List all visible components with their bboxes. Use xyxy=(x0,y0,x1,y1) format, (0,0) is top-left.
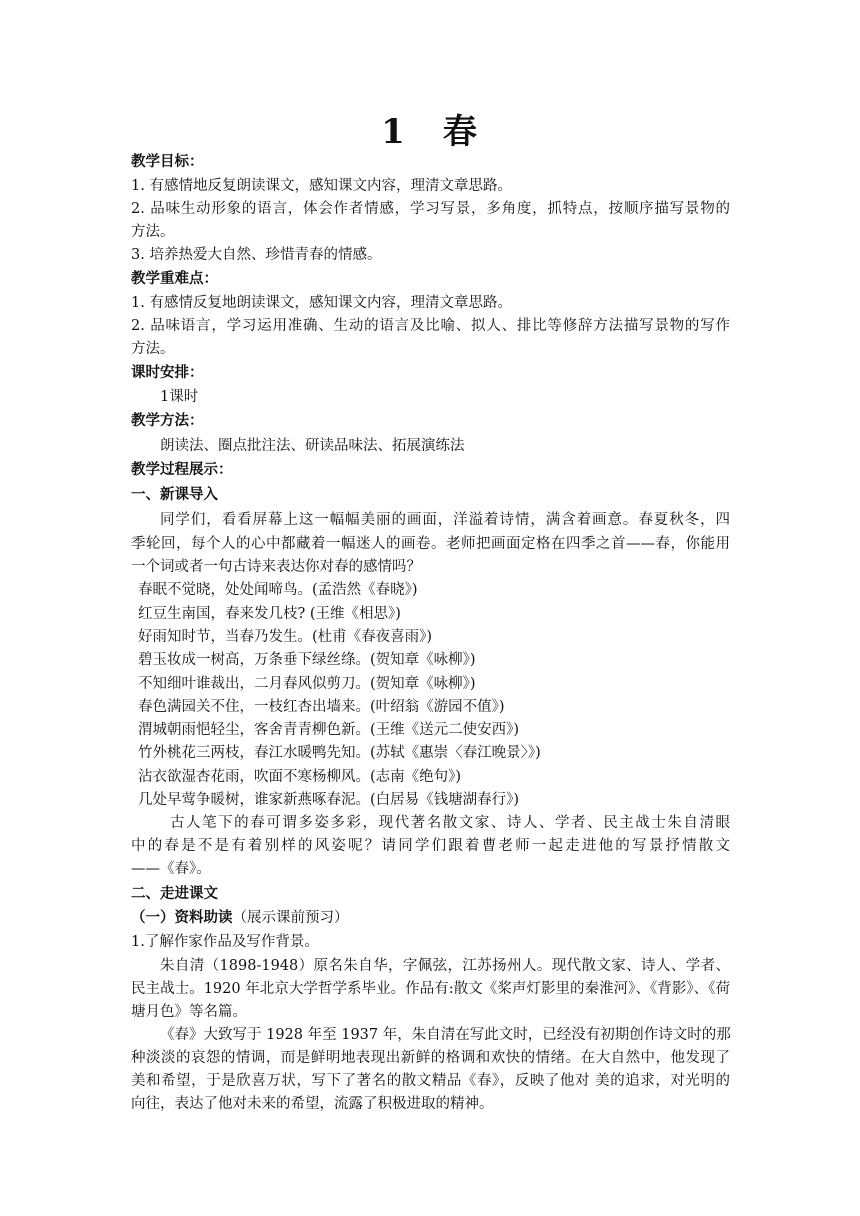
poem-line: 竹外桃花三两枝，春江水暖鸭先知。(苏轼《惠崇〈春江晚景〉》) xyxy=(138,745,541,761)
schedule-heading: 课时安排： xyxy=(131,365,204,381)
poem-line: 春眠不觉晓，处处闻啼鸟。(孟浩然《春晓》) xyxy=(138,582,418,598)
subsection1-title: （一）资料助读 xyxy=(131,910,233,926)
objective-line: 1. 有感情地反复朗读课文，感知课文内容，理清文章思路。 xyxy=(131,178,512,194)
poem-line: 沾衣欲湿杏花雨，吹面不寒杨柳风。(志南《绝句》) xyxy=(138,769,462,785)
subsection1-note: （展示课前预习） xyxy=(232,910,349,926)
background-line: 《春》大致写于 1928 年至 1937 年，朱自清在写此文时，已经没有初期创作诗文时的那 xyxy=(160,1027,731,1043)
author-line: 朱自清（1898-1948）原名朱自华，字佩弦，江苏扬州人。现代散文家、诗人、学者、 xyxy=(160,958,730,974)
intro-line: 同学们，看看屏幕上这一幅幅美丽的画面，洋溢着诗情，满含着画意。春夏秋冬，四 xyxy=(160,512,730,528)
section1-heading: 一、新课导入 xyxy=(131,487,218,503)
poem-line: 红豆生南国，春来发几枝? (王维《相思》) xyxy=(138,606,401,622)
key-point-line: 2. 品味语言，学习运用准确、生动的语言及比喻、拟人、排比等修辞方法描写景物的写作 xyxy=(131,318,730,334)
key-point-line: 1. 有感情反复地朗读课文，感知课文内容，理清文章思路。 xyxy=(131,295,512,311)
methods-heading: 教学方法： xyxy=(131,413,204,429)
objective-line: 方法。 xyxy=(131,224,175,240)
outro-line: ——《春》。 xyxy=(131,861,211,877)
author-line: 塘月色》等名篇。 xyxy=(131,1004,247,1020)
outro-line: 中的春是不是有着别样的风姿呢？请同学们跟着曹老师一起走进他的写景抒情散文 xyxy=(131,838,730,854)
intro-line: 一个词或者一句古诗来表达你对春的感情吗？ xyxy=(131,559,421,575)
poem-line: 渭城朝雨悒轻尘，客舍青青柳色新。(王维《送元二使安西》) xyxy=(138,722,520,738)
objective-line: 2. 品味生动形象的语言，体会作者情感，学习写景，多角度，抓特点，按顺序描写景物的 xyxy=(131,201,730,217)
section2-heading: 二、走进课文 xyxy=(131,886,218,902)
process-heading: 教学过程展示： xyxy=(131,462,233,478)
page-title: 1 春 xyxy=(381,112,479,152)
poem-line: 春色满园关不住，一枝红杏出墙来。(叶绍翁《游园不值》) xyxy=(138,699,505,715)
objectives-heading: 教学目标： xyxy=(131,154,204,170)
poem-line: 几处早莺争暖树，谁家新燕啄春泥。(白居易《钱塘湖春行》) xyxy=(138,792,520,808)
intro-line: 季轮回，每个人的心中都藏着一幅迷人的画卷。老师把画面定格在四季之首——春，你能用 xyxy=(131,536,730,552)
key-points-heading: 教学重难点： xyxy=(131,271,218,287)
background-line: 美和希望，于是欣喜万状，写下了著名的散文精品《春》，反映了他对 美的追求，对光明的 xyxy=(131,1073,730,1089)
schedule-value: 1课时 xyxy=(160,389,199,405)
subsection1-heading xyxy=(131,908,349,928)
key-point-line: 方法。 xyxy=(131,341,175,357)
background-line: 向往，表达了他对未来的希望，流露了积极进取的精神。 xyxy=(131,1096,494,1112)
outro-line: 古人笔下的春可谓多姿多彩，现代著名散文家、诗人、学者、民主战士朱自清眼 xyxy=(170,815,730,831)
background-line: 种淡淡的哀怨的情调，而是鲜明地表现出新鲜的格调和欢快的情绪。在大自然中，他发现了 xyxy=(131,1050,730,1066)
poem-line: 碧玉妆成一树高，万条垂下绿丝绦。(贺知章《咏柳》) xyxy=(138,652,476,668)
item1-line: 1.了解作家作品及写作背景。 xyxy=(131,934,319,950)
poem-line: 不知细叶谁裁出，二月春风似剪刀。(贺知章《咏柳》) xyxy=(138,676,476,692)
methods-value: 朗读法、圈点批注法、研读品味法、拓展演练法 xyxy=(160,438,465,454)
author-line: 民主战士。1920 年北京大学哲学系毕业。作品有:散文《桨声灯影里的秦淮河》、《背影》、《荷 xyxy=(131,981,730,997)
objective-line: 3. 培养热爱大自然、珍惜青春的情感。 xyxy=(131,247,382,263)
poem-line: 好雨知时节，当春乃发生。(杜甫《春夜喜雨》) xyxy=(138,629,433,645)
